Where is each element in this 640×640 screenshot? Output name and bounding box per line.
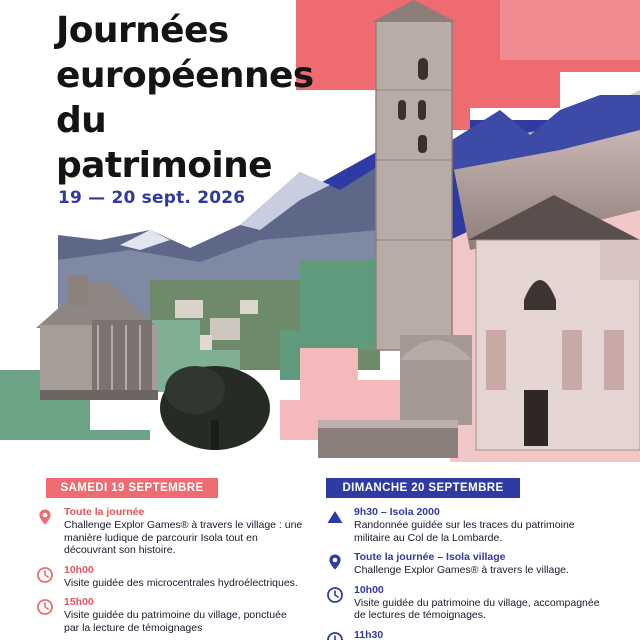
event-item bbox=[326, 584, 606, 622]
clock-icon bbox=[326, 631, 344, 640]
event-time: Toute la journée bbox=[64, 506, 145, 518]
clock-icon bbox=[326, 586, 344, 604]
event-dates: 19 — 20 sept. 2026 bbox=[58, 188, 246, 208]
saturday-header: SAMEDI 19 SEPTEMBRE bbox=[46, 478, 218, 498]
event-time: 9h30 – Isola 2000 bbox=[354, 506, 440, 518]
event-time: 10h00 bbox=[354, 583, 384, 596]
saturday-events bbox=[36, 506, 304, 640]
event-description: Randonnée guidée sur les traces du patrimoine militaire au Col de la Lombarde. bbox=[354, 519, 575, 544]
event-item bbox=[36, 596, 304, 634]
event-time: Toute la journée – Isola village bbox=[354, 551, 506, 563]
location-pin-icon bbox=[326, 553, 344, 571]
tree bbox=[160, 366, 270, 450]
event-description: Visite guidée des microcentrales hydroélectriques. bbox=[64, 576, 298, 589]
clock-icon bbox=[36, 566, 54, 584]
poster-title bbox=[56, 8, 314, 188]
bell-tower bbox=[372, 0, 456, 350]
event-item bbox=[326, 551, 606, 577]
event-item bbox=[36, 564, 304, 590]
event-time: 10h00 bbox=[64, 563, 94, 576]
event-time: 11h30 bbox=[354, 628, 384, 640]
event-description: Challenge Explor Games® à travers le village : une manière ludique de parcourir Isola tout en découvrant son histoire. bbox=[64, 519, 303, 556]
event-item bbox=[326, 506, 606, 544]
programme bbox=[0, 462, 640, 640]
title-line: du bbox=[56, 100, 107, 141]
event-description: Challenge Explor Games® à travers le village. bbox=[354, 564, 569, 576]
sunday-header: DIMANCHE 20 SEPTEMBRE bbox=[326, 478, 520, 498]
title-line: Journées bbox=[56, 10, 229, 51]
event-time: 15h00 bbox=[64, 596, 94, 608]
event-item bbox=[36, 506, 304, 557]
event-description: Visite guidée du patrimoine du village, accompagnée de lectures de témoignages. bbox=[354, 596, 600, 621]
title-line: européennes bbox=[56, 55, 314, 96]
mountain-icon bbox=[326, 508, 344, 526]
location-pin-icon bbox=[36, 508, 54, 526]
chapel bbox=[468, 195, 640, 450]
event-item bbox=[326, 629, 606, 640]
event-description: Visite guidée du patrimoine du village, ponctuée par la lecture de témoignages bbox=[64, 609, 287, 634]
title-line: patrimoine bbox=[56, 145, 272, 186]
sunday-events bbox=[326, 506, 606, 640]
clock-icon bbox=[36, 598, 54, 616]
